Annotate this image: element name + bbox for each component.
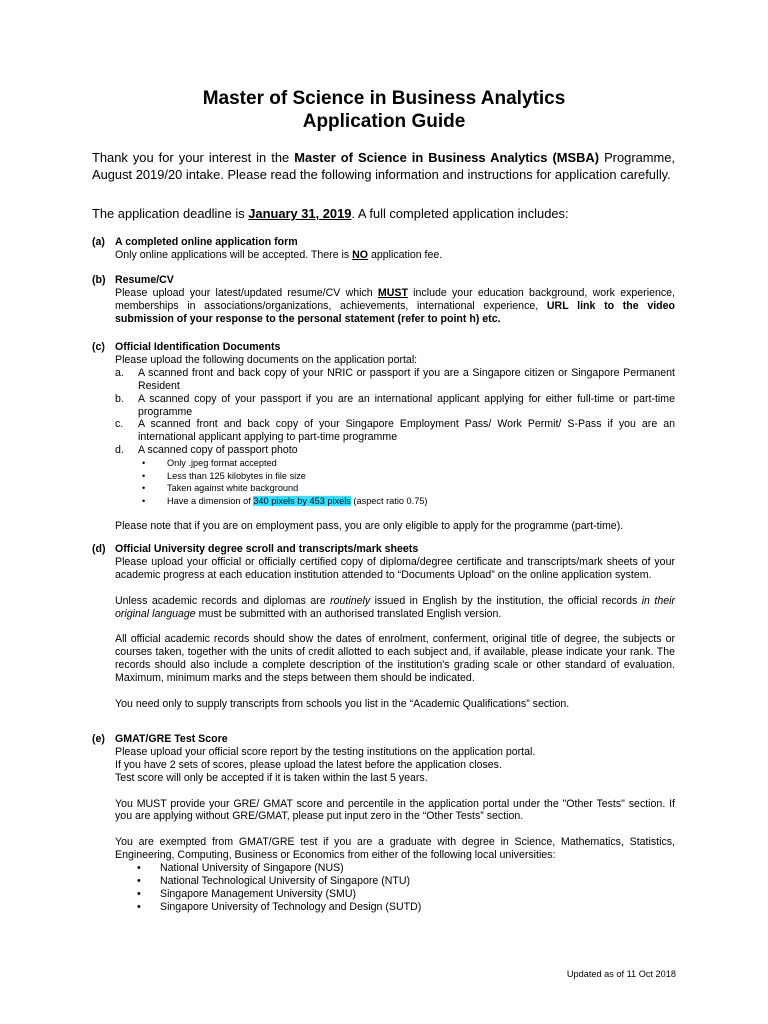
emphasis: MUST <box>377 286 408 299</box>
deadline-date: January 31, 2019 <box>248 206 352 221</box>
deadline-text: The application deadline is <box>92 206 249 221</box>
section-text: Please upload your official score report by the testing institutions on the application portal. <box>115 745 536 758</box>
section-text: Please upload your latest/updated resume/CV which MUST include your education background, work experience, memberships in associations/organizations, achievements, international experience, URL link to the video submission of your response to the personal statement (refer to point h) etc. <box>115 286 675 325</box>
document-subtitle: Application Guide <box>302 111 466 132</box>
section-heading: Resume/CV <box>115 274 174 286</box>
section-text: Only online applications will be accepted. There is NO application fee. <box>115 248 443 261</box>
programme-name: Master of Science in Business Analytics (MSBA) <box>294 150 600 165</box>
section-heading: Official Identification Documents <box>115 341 281 353</box>
photo-rule: • Less than 125 kilobytes in file size <box>142 470 306 481</box>
section-heading: GMAT/GRE Test Score <box>115 733 228 745</box>
intro-text-rest: Programme, August 2019/20 intake. Please read the following information and instructions for application carefully. <box>92 150 676 182</box>
section-text: You need only to supply transcripts from schools you list in the “Academic Qualifications” section. <box>115 697 570 710</box>
deadline-paragraph <box>92 205 675 222</box>
section-text: Please upload the following documents on the application portal: <box>115 353 418 366</box>
university-item: • National Technological University of Singapore (NTU) <box>137 874 411 887</box>
deadline-text-rest: . A full completed application includes: <box>351 206 569 221</box>
section-b <box>92 274 675 326</box>
section-text: You MUST provide your GRE/ GMAT score and percentile in the application portal under the "Other Tests" section. If you are applying without GRE/GMAT, please put input zero in the “Other Tests” section. <box>115 797 675 823</box>
intro-text: Thank you for your interest in the <box>92 150 295 165</box>
highlighted-dimension: 340 pixels by 453 pixels <box>253 495 351 506</box>
employment-pass-note: Please note that if you are on employment pass, you are only eligible to apply for the programme (part-time). <box>115 520 624 533</box>
photo-rule: • Have a dimension of 340 pixels by 453 pixels (aspect ratio 0.75) <box>142 495 428 506</box>
list-item: d. A scanned copy of passport photo <box>115 444 298 457</box>
section-text: If you have 2 sets of scores, please upload the latest before the application closes. <box>115 758 502 771</box>
intro-paragraph <box>92 149 675 183</box>
section-label: (d) <box>92 543 106 555</box>
section-text: Please upload your official or officially certified copy of diploma/degree certificate and transcripts/mark sheets of your academic progress at each education institution attended to “Documents Upload” on the online application system. <box>115 555 675 581</box>
section-label: (b) <box>92 274 106 286</box>
list-item: a. A scanned front and back copy of your NRIC or passport if you are a Singapore citizen or Singapore Permanent Resident <box>115 366 675 392</box>
section-text: Unless academic records and diplomas are routinely issued in English by the institution, the official records in their original language must be submitted with an authorised translated English version. <box>115 594 676 620</box>
section-label: (e) <box>92 733 105 745</box>
section-text: You are exempted from GMAT/GRE test if you are a graduate with degree in Science, Mathematics, Statistics, Engineering, Computing, Business or Economics from either of the following local universities: <box>115 836 675 862</box>
section-c <box>92 341 675 533</box>
section-heading: Official University degree scroll and transcripts/mark sheets <box>115 543 419 555</box>
list-item: b. A scanned copy of your passport if you are an international applicant applying for either full-time or part-time programme <box>115 392 675 418</box>
updated-date-footer: Updated as of 11 Oct 2018 <box>566 969 676 979</box>
section-text: All official academic records should show the dates of enrolment, conferment, original title of degree, the subjects or courses taken, together with the units of credit allotted to each subject and, if available, please indicate your rank. The records should also include a complete description of the institution's grading scale or other standard of evaluation. Maximum, minimum marks and the steps between them should be indicated. <box>115 633 675 685</box>
section-d <box>92 543 675 711</box>
document-title: Master of Science in Business Analytics <box>202 88 566 109</box>
photo-rule: • Taken against white background <box>142 483 299 494</box>
section-label: (c) <box>92 341 105 353</box>
photo-rule: • Only .jpeg format accepted <box>142 458 277 469</box>
university-item: • National University of Singapore (NUS) <box>137 862 344 875</box>
emphasis: NO <box>352 248 369 261</box>
university-item: • Singapore Management University (SMU) <box>137 887 357 900</box>
section-heading: A completed online application form <box>115 236 298 248</box>
university-item: • Singapore University of Technology and Design (SUTD) <box>137 900 422 913</box>
section-label: (a) <box>92 236 105 248</box>
section-e <box>92 733 675 914</box>
list-item: c. A scanned front and back copy of your Singapore Employment Pass/ Work Permit/ S-Pass if you are an international applicant applying to part-time programme <box>115 418 675 444</box>
video-link-note: URL link to the video submission of your response to the personal statement (refer to point h) etc. <box>115 299 675 325</box>
section-text: Test score will only be accepted if it is taken within the last 5 years. <box>115 771 428 784</box>
section-a <box>92 236 675 262</box>
